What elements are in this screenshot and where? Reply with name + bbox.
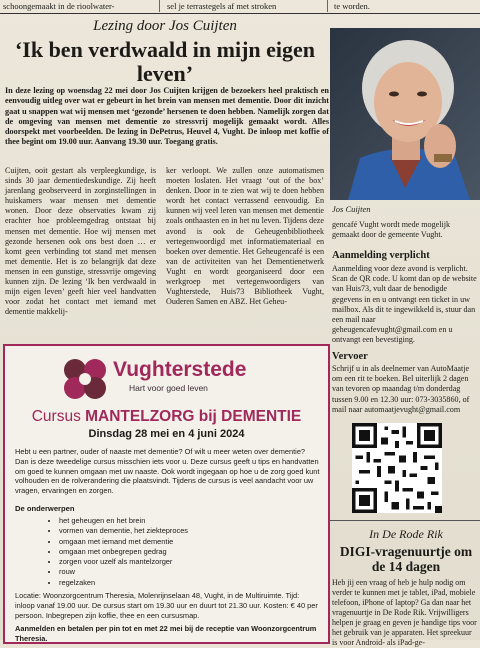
ad-tagline: Hart voor goed leven [129,383,208,393]
article-intro: In deze lezing op woensdag 22 mei door Jos Cuijten krijgen de bezoekers heel praktisch en eenvoudig uitleg over wat er gebeurt in het brein van mensen met dementie. Door dit inzicht gaat u snappen wat wij mensen met ‘gezonde’ hersenen te doen hebben. Namelijk zorgen dat de omgeving van mensen met dementie zo stressvrij mogelijk gemaakt wordt. Alles doorspekt met voorbeelden. De lezing in DePetrus, Heuvel 4, Vught. De inloop met koffie of thee begint om 19.00 uur. Aanvang 19.30 uur. Toegang gratis. [5,86,329,147]
ad-details: Locatie: Woonzorgcentrum Theresia, Molenrijnselaan 48, Vught, in de Multiruimte. Tijd: inloop vanaf 19.00 uur. De cursus start om 19.30 uur en duurt tot 21.30 uur. Kosten: € 40 per persoon. Inbegrepen zijn koffie, thee en een cursusmap. [15,591,318,620]
vughterstede-ad [3,344,330,644]
list-item: • vormen van dementie, het ziekteproces [59,526,188,536]
ad-title-strong: MANTELZORG bij DEMENTIE [85,408,302,425]
ad-title-prefix: Cursus [31,408,86,425]
top-fragment-right: te worden. [334,1,370,11]
list-item: • regelzaken [59,578,188,588]
article-column-1: Cuijten, ooit gestart als verpleegkundige, is sinds 30 jaar dementiedeskundige. Zij heeft jarenlang geobserveerd in zorginstellingen in huiskamers waar mensen met dementie wonen. Door deze observaties kwam zij erachter hoe probleemgedrag ontstaat bij mensen met dementie. Hoe wij mensen met gezonde hersenen ook ons best doen … er komt geen verbinding tot stand met mensen met dementie. Het is zo belangrijk dat deze mensen in een gunstige, stressvrije omgeving kunnen zijn. De lezing ‘Ik ben verdwaald in mijn eigen leven’ geeft hier veel handvatten voor zodat het contact met iemand met dementie makkelij- [5,166,156,317]
sidebar-continuation: gencafé Vught wordt mede mogelijk gemaakt door de gemeente Vught. [332,220,451,240]
ad-date: Dinsdag 28 mei en 4 juni 2024 [88,428,245,440]
list-item: • het geheugen en het brein [59,516,188,526]
top-fragment-left: schoongemaakt in de rioolwater- [3,1,115,11]
list-item: • omgaan met onbegrepen gedrag [59,547,188,557]
article-kicker: Lezing door Jos Cuijten [93,18,237,34]
ad-footer: Aanmelden en betalen per pin tot en met 22 mei bij de receptie van Woonzorgcentrum Theresia. [15,624,317,643]
section-rule [330,520,480,521]
ad-topic-list [45,516,188,588]
rik-body: Heb jij een vraag of heb je hulp nodig om verder te kunnen met je tablet, iPad, mobiele telefoon, iPhone of laptop? Ga dan naar het vragenuurtje in De Rode Rik. Vrijwilligers helpen je graag en geven je handige tips voor het gebruik van je apparaten. Het spreekuur is voor Android- als iPad-ge- [332,578,477,647]
list-item: • rouw [59,567,188,577]
article-headline: ‘Ik ben verdwaald in mijn eigen leven’ [14,37,316,86]
list-item: • zorgen voor uzelf als mantelzorger [59,557,188,567]
photo-caption: Jos Cuijten [332,204,371,214]
ad-title [5,408,328,426]
column-divider [159,0,160,12]
rik-headline: DIGI-vragenuurtje om de 14 dagen [339,544,473,574]
ad-brand: Vughterstede [113,358,247,381]
speaker-photo [330,28,480,200]
aanmelding-heading: Aanmelding verplicht [332,250,430,261]
vervoer-heading: Vervoer [332,351,368,362]
top-rule [0,13,480,14]
aanmelding-text: Aanmelding voor deze avond is verplicht. Scan de QR code. U komt dan op de website van Huis73, vult daar de benodigde gegevens in en u ontvangt een ticket in uw mailbox. Als dit te ingewikkeld is, stuur dan een mail naar geheugencafevught@gmail.com en u ontvangt een bevestiging. [332,264,477,345]
rik-kicker: In De Rode Rik [369,527,443,541]
top-fragment-middle: sel je terrastegels af met stroken [167,1,277,11]
ad-intro: Hebt u een partner, ouder of naaste met dementie? Of wilt u meer weten over dementie? Dan is deze tweedelige cursus misschien iets voor u. Deze cursus geeft u tips en handvatten om goed te kunnen omgaan met uw naaste. Ook wordt ingegaan op hoe u de zorg goed kunt volhouden en de rolverandering die plaatsvindt. Tijdens de cursus is veel aandacht voor uw vragen, ervaringen en zorgen. [15,447,320,496]
vervoer-text: Schrijf u in als deelnemer van AutoMaatje om een rit te boeken. Bel uiterlijk 2 dagen van tevoren op maandag t/m donderdag tussen 9.00 en 12.30 uur: 073-3035860, of mail naar automaatjevught@gmail.com [332,364,470,414]
article-column-2: ker verloopt. We zullen onze automatismen moeten loslaten. Het vraagt ‘out of the box’ denken. Door in te zien wat wij te doen hebben wordt het contact verrassend eenvoudig. En kunnen wij veel leren van mensen met dementie zoals onthaasten en in het nu leven. Tijdens deze avond is ook de Geheugenbibliotheek vertegenwoordigd met informatiemateriaal en boeken over dementie. Het Geheugencafé is een van de activiteiten van het Dementienetwerk Vught en wordt georganiseerd door een werkgroep met vertegenwoordigers van Vughterstede, Huis73 Bibliotheek Vught, Ouderen Samen en ABZ. Het Geheu- [166,166,324,307]
list-item: • omgaan met iemand met dementie [59,537,188,547]
column-divider [327,0,328,12]
vughterstede-logo-icon [61,354,109,402]
ad-subhead: De onderwerpen [15,504,75,513]
qr-code[interactable] [352,423,442,513]
